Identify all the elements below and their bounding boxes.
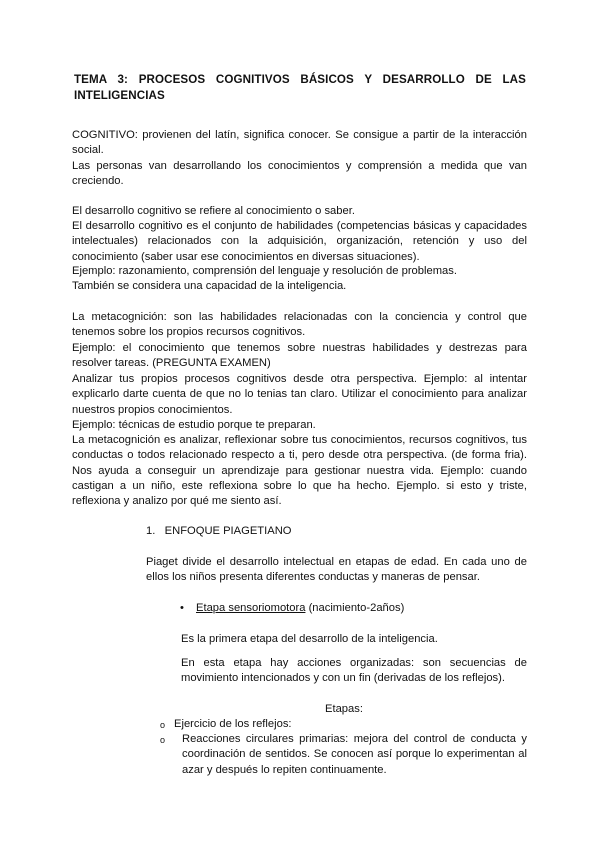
stage-name: Etapa sensoriomotora [196,602,306,614]
stage-range: (nacimiento-2años) [308,602,405,614]
paragraph-cognitive-development: El desarrollo cognitivo se refiere al conocimiento o saber. [72,205,355,217]
bullet-icon: • [180,602,184,614]
paragraph-piaget-intro: Piaget divide el desarrollo intelectual en etapas de edad. En cada uno de ellos los niños presenta diferentes conductas y maneras de pensar. [146,556,527,584]
paragraph-people-develop: Las personas van desarrollando los conocimientos y comprensión a medida que van creciendo. [72,160,527,188]
list-item [160,732,527,778]
paragraph-cognitive-skills: El desarrollo cognitivo es el conjunto de habilidades (competencias básicas y capacidades intelectuales) relacionados con la adquisición, organización, retención y uso del conocimiento (saber usar ese conocimientos en diversas situaciones). [72,220,527,263]
paragraph-organized-actions: En esta etapa hay acciones organizadas: son secuencias de movimiento intencionados y con un fin (derivadas de los reflejos). [181,657,527,685]
document-title: TEMA 3: PROCESOS COGNITIVOS BÁSICOS Y DESARROLLO DE LAS INTELIGENCIAS [74,73,526,102]
paragraph-metacognition-definition: La metacognición: son las habilidades relacionadas con la conciencia y control que tenemos sobre los propios recursos cognitivos. [72,311,527,339]
paragraph-example-study: Ejemplo: técnicas de estudio porque te preparan. [72,419,316,431]
paragraph-intelligence-capacity: También se considera una capacidad de la inteligencia. [72,280,347,292]
section-number: 1. [146,525,156,537]
section-title: ENFOQUE PIAGETIANO [164,525,292,537]
paragraph-cognitivo-definition: COGNITIVO: provienen del latín, significa conocer. Se consigue a partir de la interacción social. [72,129,527,157]
list-item [160,717,527,732]
circle-bullet-icon: o [160,735,166,745]
circle-bullet-icon: o [160,720,166,730]
section-heading-piagetiano [146,524,291,539]
paragraph-first-stage: Es la primera etapa del desarrollo de la inteligencia. [181,633,438,645]
paragraph-analyze-processes: Analizar tus propios procesos cognitivos desde otra perspectiva. Ejemplo: al intentar explicarlo darte cuenta de que no lo tenias tan claro. Utilizar el conocimiento para analizar nuestros propios conocimientos. [72,373,527,416]
paragraph-example-knowledge: Ejemplo: el conocimiento que tenemos sobre nuestras habilidades y destrezas para resolver tareas. (PREGUNTA EXAMEN) [72,342,527,370]
list-item-text: Ejercicio de los reflejos: [174,718,292,730]
list-item-text: Reacciones circulares primarias: mejora del control de conducta y coordinación de sentidos. Se conocen así porque lo experimentan al azar y después lo repiten continuamente. [182,733,527,776]
etapas-label: Etapas: [325,703,363,715]
bullet-stage-sensoriomotora [180,601,404,616]
paragraph-example-reasoning: Ejemplo: razonamiento, comprensión del lenguaje y resolución de problemas. [72,265,457,277]
paragraph-metacognition-analysis: La metacognición es analizar, reflexionar sobre tus conocimientos, recursos cognitivos, tus conductas o todos relacionado respecto a ti, pero desde otra perspectiva. (de forma fria). Nos ayuda a conseguir un aprendizaje para gestionar nuestra vida. Ejemplo: cuando castigan a un niño, este reflexiona sobre lo que ha hecho. Ejemplo. si esto y triste, reflexiona y analizo por qué me siento así. [72,434,527,508]
